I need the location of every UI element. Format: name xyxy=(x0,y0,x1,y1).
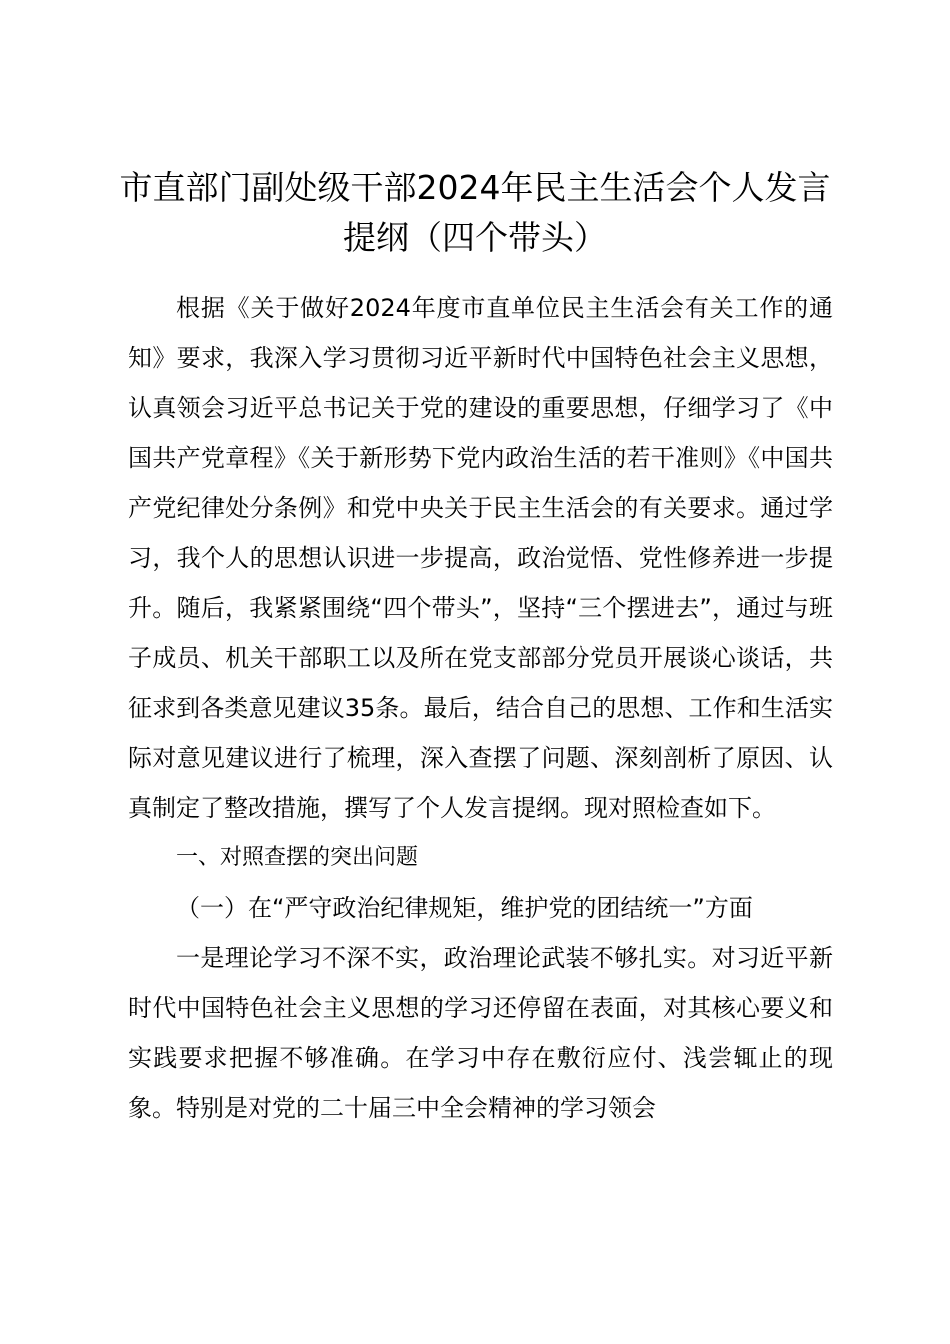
section-heading: 一、对照查摆的突出问题 xyxy=(176,845,419,870)
intro-paragraph: 根据《关于做好2024年度市直单位民主生活会有关工作的通知》要求，我深入学习贯彻习近平新时代中国特色社会主义思想，认真领会习近平总书记关于党的建设的重要思想，仔细学习了《中国共产党章程》《关于新形势下党内政治生活的若干准则》《中国共产党纪律处分条例》和党中央关于民主生活会的有关要求。通过学习，我个人的思想认识进一步提高，政治觉悟、党性修养进一步提升。随后，我紧紧围绕“四个带头”，坚持“三个摆进去”，通过与班子成员、机关干部职工以及所在党支部部分党员开展谈心谈话，共征求到各类意见建议35条。最后，结合自己的思想、工作和生活实际对意见建议进行了梳理，深入查摆了问题、深刻剖析了原因、认真制定了整改措施，撰写了个人发言提纲。现对照检查如下。 xyxy=(128,294,833,822)
document-body xyxy=(128,283,833,1133)
subsection-heading: （一）在“严守政治纪律规矩，维护党的团结统一”方面 xyxy=(176,894,753,922)
document-title: 市直部门副处级干部2024年民主生活会个人发言提纲（四个带头） xyxy=(119,168,831,257)
point-paragraph: 一是理论学习不深不实，政治理论武装不够扎实。对习近平新时代中国特色社会主义思想的学习还停留在表面，对其核心要义和实践要求把握不够准确。在学习中存在敷衍应付、浅尝辄止的现象。特别是对党的二十届三中全会精神的学习领会 xyxy=(128,944,833,1122)
